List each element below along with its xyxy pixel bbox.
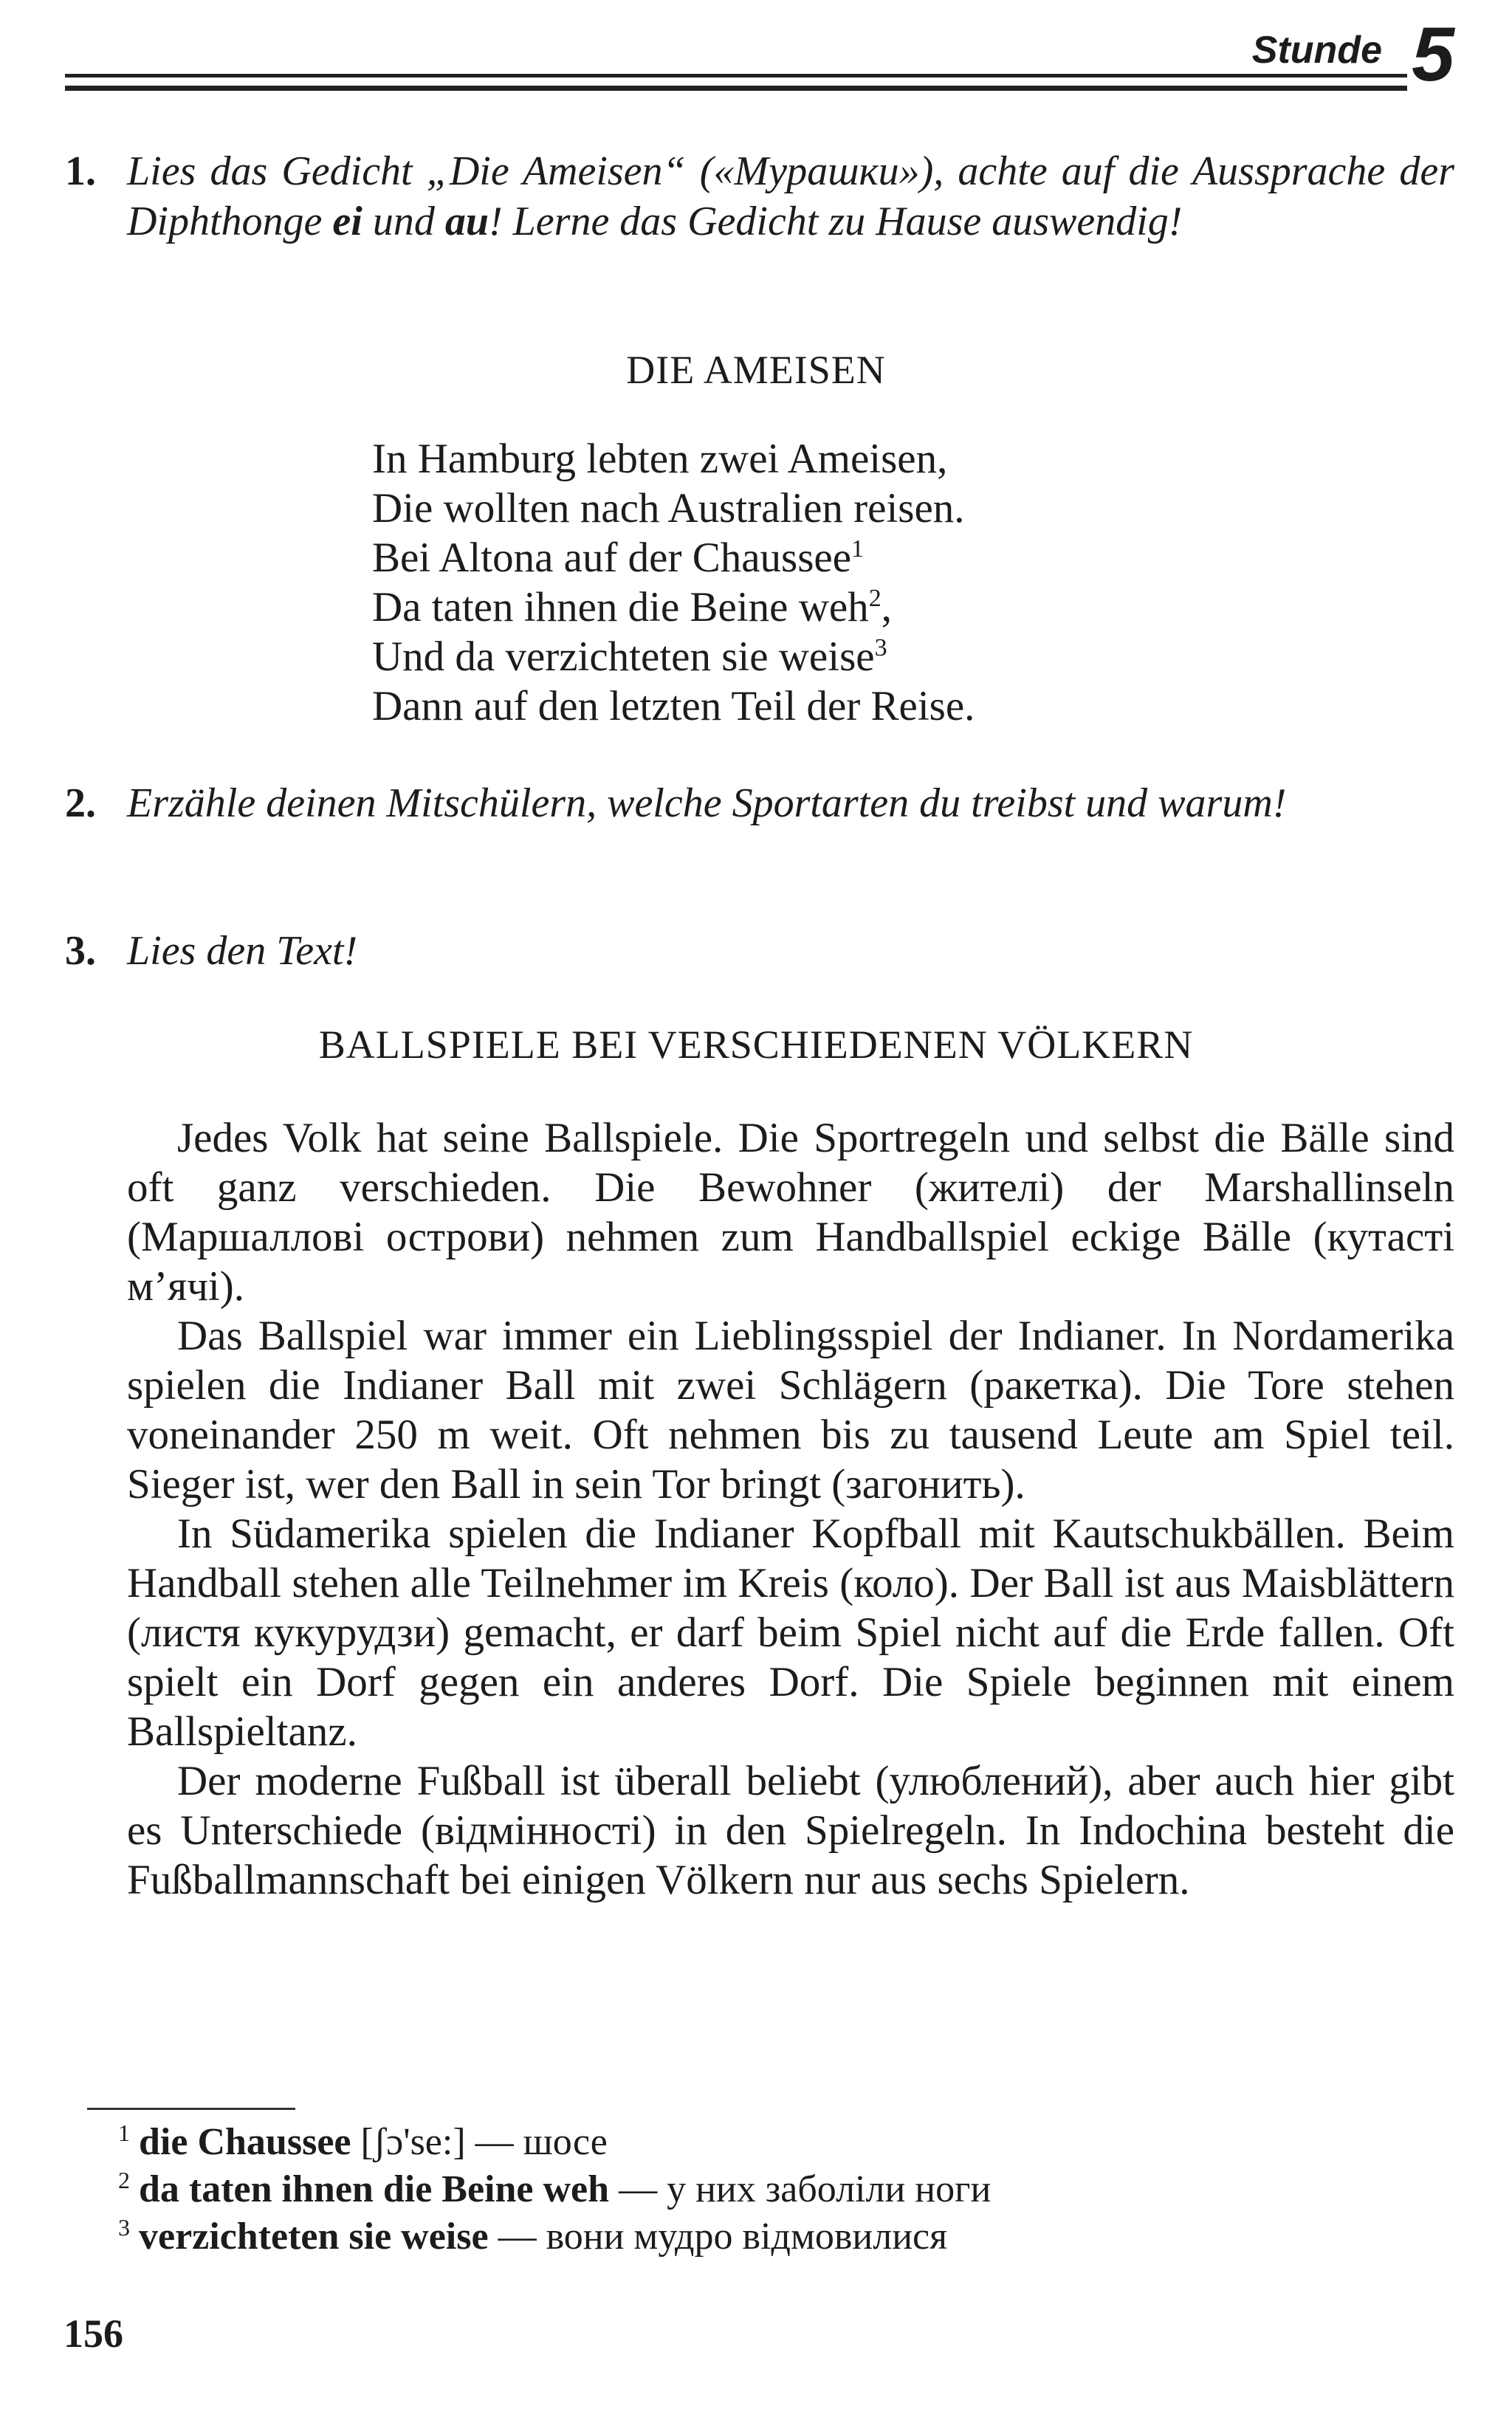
footnote-ref: 3 [874,634,887,661]
article-paragraph: Das Ballspiel war immer ein Lieblingsspiel der Indianer. In Nordamerika spielen die Indianer Ball mit zwei Schlägern (ракетка). Die Tore stehen voneinander 250 m weit. Oft nehmen bis zu tausend Leute am Spiel teil. Sieger ist, wer den Ball in sein Tor bringt (загонить). [127,1313,1454,1508]
task-3 [65,926,1454,976]
page-header [65,12,1454,106]
footnote-divider [87,2108,295,2110]
poem-line: Dann auf den letzten Teil der Reise. [372,683,975,729]
article-body [127,1113,1454,1905]
task-number: 2. [65,780,96,826]
poem-line: In Hamburg lebten zwei Ameisen, [372,436,948,482]
diphthong-au: au [444,199,489,244]
footnotes [118,2119,1373,2261]
footnote-ref: 2 [868,585,882,612]
article-title: BALLSPIELE BEI VERSCHIEDENEN VÖLKERN [318,1022,1194,1067]
task-instruction: Lies den Text! [127,928,358,974]
footnote: $^3$ verzichteten sie weise — вони мудро відмовилися [118,2213,948,2258]
task-number: 3. [65,928,96,974]
poem-line: Bei Altona auf der Chaussee$^1$ [372,534,864,581]
lesson-label: Stunde [1239,28,1391,72]
task-2 [65,778,1454,828]
task-1 [65,146,1454,247]
article-paragraph: Der moderne Fußball ist überall beliebt (улюблений), aber auch hier gibt es Unterschiede (відмінності) in den Spielregeln. In Indochina besteht die Fußballmannschaft bei einigen Völkern nur aus sechs Spielern. [127,1758,1454,1903]
header-rule [65,74,1454,78]
footnote: $^2$ da taten ihnen die Beine weh — у них заболіли ноги [118,2166,992,2210]
task-instruction: Erzähle deinen Mitschülern, welche Sportarten du treibst und warum! [127,780,1287,826]
task-instruction: Lies das Gedicht „Die Ameisen“ («Мурашки»), achte auf die Aussprache der Diphthonge ei und au! Lerne das Gedicht zu Hause auswendig! [127,148,1454,244]
footnote: $^1$ die Chaussee [ʃɔ'se:] — шосе [118,2119,608,2163]
article-paragraph: Jedes Volk hat seine Ballspiele. Die Sportregeln und selbst die Bälle sind oft ganz verschieden. Die Bewohner (жителі) der Marshallinseln (Маршаллові острови) nehmen zum Handballspiel eckige Bälle (кутасті м’ячі). [127,1115,1454,1310]
page-number: 156 [63,2311,123,2356]
lesson-number: 5 [1407,16,1454,93]
poem-line: Und da verzichteten sie weise$^3$ [372,633,887,680]
poem-line: Da taten ihnen die Beine weh$^2$, [372,584,892,630]
article-paragraph: In Südamerika spielen die Indianer Kopfball mit Kautschukbällen. Beim Handball stehen alle Teilnehmer im Kreis (коло). Der Ball ist aus Maisblättern (листя кукурудзи) gemacht, er darf beim Spiel nicht auf die Erde fallen. Oft spielt ein Dorf gegen ein anderes Dorf. Die Spiele beginnen mit einem Ballspieltanz. [127,1510,1454,1755]
poem [372,434,975,731]
poem-line: Die wollten nach Australien reisen. [372,485,965,532]
diphthong-ei: ei [332,199,362,244]
task-number: 1. [65,148,96,194]
poem-title: DIE AMEISEN [626,348,886,392]
footnote-ref: 1 [851,535,864,563]
header-rule [65,86,1454,91]
